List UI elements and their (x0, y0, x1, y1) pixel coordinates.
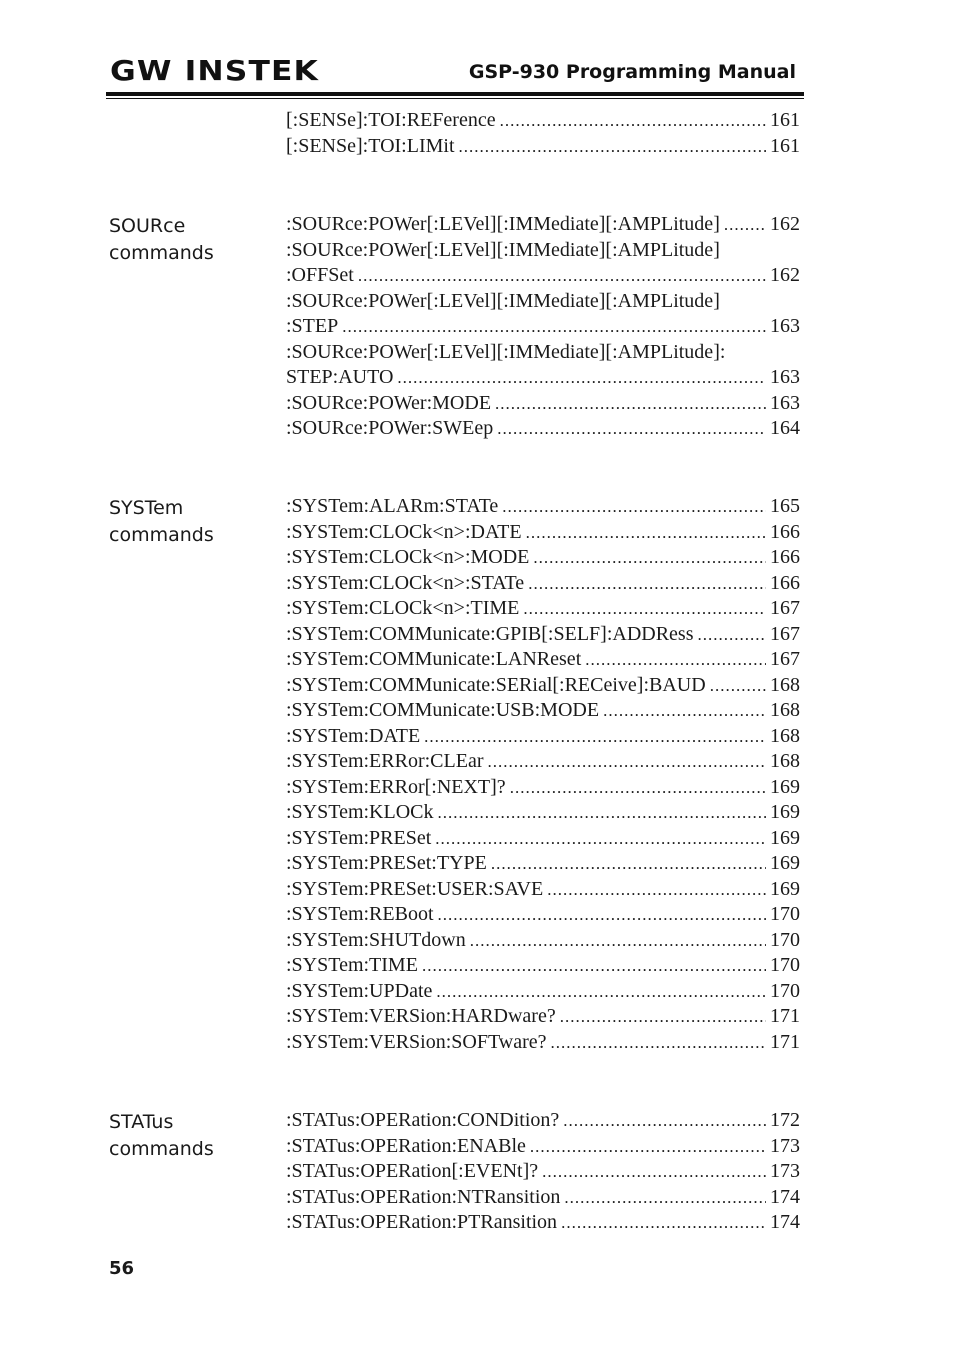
toc-entry[interactable]: :SYSTem:CLOCk<n>:STATe ..... 166 (286, 571, 800, 597)
toc-entry[interactable]: :STATus:OPERation:CONDition? ..... 172 (286, 1108, 800, 1134)
toc-entry[interactable]: :STATus:OPERation:NTRansition ..... 174 (286, 1185, 800, 1211)
toc-entry-continued[interactable]: :SOURce:POWer[:LEVel][:IMMediate][:AMPLitude]: (286, 340, 726, 363)
toc-entry-continued[interactable]: :SOURce:POWer[:LEVel][:IMMediate][:AMPLitude] (286, 289, 720, 312)
toc-entry[interactable]: STEP:AUTO ..... 163 (286, 365, 800, 391)
toc-entry[interactable]: :SYSTem:PRESet:USER:SAVE ..... 169 (286, 877, 800, 903)
section-label-system: SYSTem commands (109, 497, 214, 546)
toc-entry[interactable]: :SYSTem:PRESet ..... 169 (286, 826, 800, 852)
toc-entry[interactable]: :SYSTem:TIME ..... 170 (286, 953, 800, 979)
toc-entry[interactable]: :STEP ..... 163 (286, 314, 800, 340)
toc-entry[interactable]: :SYSTem:ERRor[:NEXT]? ..... 169 (286, 775, 800, 801)
toc-entry[interactable]: :SYSTem:ERRor:CLEar ..... 168 (286, 749, 800, 775)
toc-entry[interactable]: :SYSTem:COMMunicate:USB:MODE ..... 168 (286, 698, 800, 724)
toc-entry[interactable]: :SYSTem:CLOCk<n>:DATE ..... 166 (286, 520, 800, 546)
toc-entry[interactable]: :SYSTem:CLOCk<n>:TIME ..... 167 (286, 596, 800, 622)
toc-entry[interactable]: :SOURce:POWer:MODE ..... 163 (286, 391, 800, 417)
toc-entry[interactable]: :SYSTem:SHUTdown ..... 170 (286, 928, 800, 954)
toc-entry[interactable]: [:SENSe]:TOI:REFerence ..... 161 (286, 108, 800, 134)
toc-section-system (286, 494, 800, 1055)
toc-entry[interactable]: :SOURce:POWer:SWEep ..... 164 (286, 416, 800, 442)
toc-entry[interactable]: :SYSTem:PRESet:TYPE ..... 169 (286, 851, 800, 877)
toc-entry[interactable]: :STATus:OPERation:ENABle ..... 173 (286, 1134, 800, 1160)
header-rule-thick (106, 92, 804, 96)
toc-entry[interactable]: :STATus:OPERation[:EVENt]? ..... 173 (286, 1159, 800, 1185)
toc-entry[interactable]: :SYSTem:COMMunicate:SERial[:RECeive]:BAUD ..... 168 (286, 673, 800, 699)
toc-entry[interactable]: :SYSTem:COMMunicate:GPIB[:SELF]:ADDRess ..... 167 (286, 622, 800, 648)
brand-logo: GW INSTEK (110, 54, 319, 87)
page-number: 56 (109, 1258, 135, 1279)
toc-entry[interactable]: :SYSTem:CLOCk<n>:MODE ..... 166 (286, 545, 800, 571)
manual-title: GSP-930 Programming Manual (468, 61, 796, 83)
toc-entry[interactable]: :SOURce:POWer[:LEVel][:IMMediate][:AMPLitude] ..... 162 (286, 212, 800, 238)
toc-entry[interactable]: :SYSTem:REBoot ..... 170 (286, 902, 800, 928)
section-label-status: STATus commands (109, 1111, 214, 1160)
toc-entry[interactable]: :OFFSet ..... 162 (286, 263, 800, 289)
toc-entry[interactable]: :SYSTem:VERSion:HARDware? ..... 171 (286, 1004, 800, 1030)
toc-entry[interactable]: :STATus:OPERation:PTRansition ..... 174 (286, 1210, 800, 1236)
toc-entry[interactable]: :SYSTem:ALARm:STATe ..... 165 (286, 494, 800, 520)
toc-section-source (286, 212, 800, 442)
toc-section-status (286, 1108, 800, 1236)
section-label-source: SOURce commands (109, 215, 214, 264)
toc-entry[interactable]: :SYSTem:DATE ..... 168 (286, 724, 800, 750)
toc-entry[interactable]: [:SENSe]:TOI:LIMit ..... 161 (286, 134, 800, 160)
toc-section-sense (286, 108, 800, 159)
toc-entry[interactable]: :SYSTem:KLOCk ..... 169 (286, 800, 800, 826)
toc-entry[interactable]: :SYSTem:VERSion:SOFTware? ..... 171 (286, 1030, 800, 1056)
toc-entry[interactable]: :SYSTem:COMMunicate:LANReset ..... 167 (286, 647, 800, 673)
toc-entry-continued[interactable]: :SOURce:POWer[:LEVel][:IMMediate][:AMPLitude] (286, 238, 720, 261)
toc-entry[interactable]: :SYSTem:UPDate ..... 170 (286, 979, 800, 1005)
header-rule-thin (106, 98, 804, 99)
